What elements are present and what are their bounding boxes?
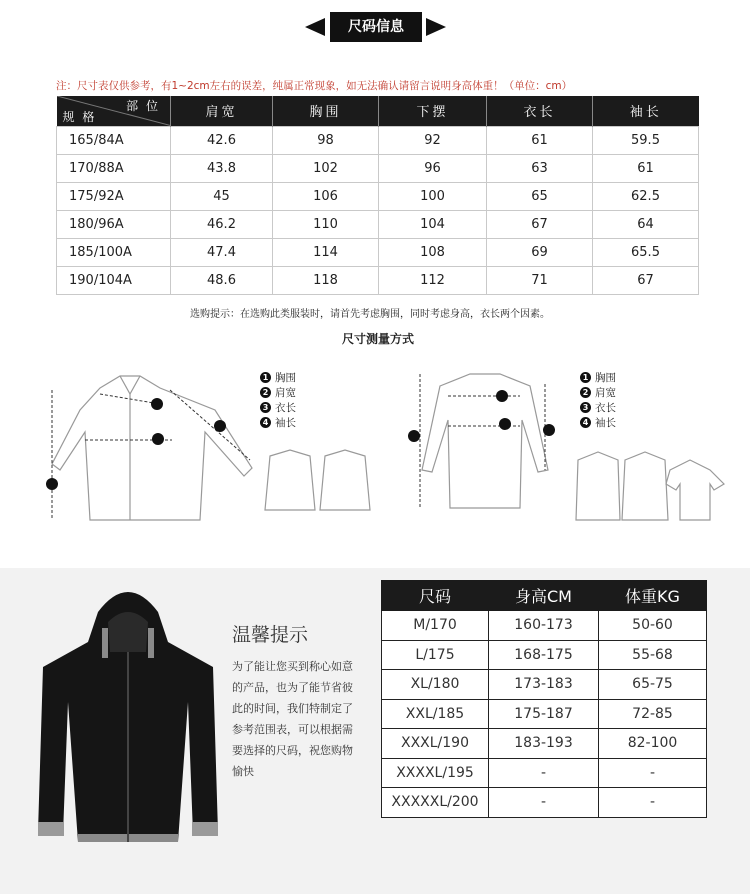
legend-item: 3 衣长: [580, 400, 616, 415]
shirt-outline-icon: [52, 376, 252, 520]
legend-item: 2 肩宽: [580, 385, 616, 400]
table-cell: 69: [487, 238, 593, 266]
legend-item: 2 肩宽: [260, 385, 296, 400]
legend-item: 1 胸围: [260, 370, 296, 385]
measurement-legend-right: [580, 370, 616, 430]
legend-item: 1 胸围: [580, 370, 616, 385]
table-row: [382, 611, 707, 641]
table-cell: 50-60: [599, 611, 707, 641]
table-cell: 42.6: [171, 126, 273, 154]
table-cell: 62.5: [593, 182, 699, 210]
size-chart-header: 衣长: [487, 96, 593, 126]
table-cell: 185/100A: [57, 238, 171, 266]
weight-table-header: 体重KG: [599, 581, 707, 611]
table-row: [382, 758, 707, 788]
weight-table-header-row: [382, 581, 707, 611]
table-cell: 55-68: [599, 640, 707, 670]
jacket-thumb-icon: [265, 450, 315, 510]
legend-item: 4 袖长: [580, 415, 616, 430]
corner-bottom-label: 规 格: [62, 109, 97, 124]
size-chart-header-row: [57, 96, 699, 126]
table-cell: 65.5: [593, 238, 699, 266]
table-cell: 82-100: [599, 729, 707, 759]
table-row: [382, 699, 707, 729]
size-note: 注：尺寸表仅供参考，有1~2cm左右的误差，纯属正常现象，如无法确认请留言说明身高体重！（单位：cm）: [56, 80, 573, 92]
size-chart-header: 袖长: [593, 96, 699, 126]
hint-line: 参考范围表，可以根据需: [232, 723, 353, 736]
table-cell: 175-187: [489, 699, 599, 729]
table-cell: 104: [379, 210, 487, 238]
hint-text: [232, 656, 362, 782]
size-chart-corner-cell: [57, 96, 171, 126]
table-cell: -: [599, 758, 707, 788]
table-row: [57, 126, 699, 154]
table-cell: 102: [273, 154, 379, 182]
table-cell: XXL/185: [382, 699, 489, 729]
table-cell: 71: [487, 266, 593, 294]
banner-right-arrow-icon: [426, 18, 446, 36]
sweater-outline-icon: [422, 374, 548, 508]
hoodie-thumb-icon: [576, 452, 620, 520]
table-cell: 59.5: [593, 126, 699, 154]
table-row: [57, 182, 699, 210]
hint-line: 的产品，也为了能节省彼: [232, 681, 353, 694]
hint-line: 愉快: [232, 765, 254, 778]
table-cell: 65: [487, 182, 593, 210]
table-cell: -: [489, 758, 599, 788]
legend-item: 3 衣长: [260, 400, 296, 415]
hint-line: 为了能让您买到称心如意: [232, 660, 353, 673]
table-row: [57, 210, 699, 238]
table-row: [382, 670, 707, 700]
hint-line: 此的时间，我们特制定了: [232, 702, 353, 715]
table-cell: 92: [379, 126, 487, 154]
table-cell: L/175: [382, 640, 489, 670]
table-row: [57, 154, 699, 182]
jacket-product-image: [28, 572, 228, 892]
size-chart-header: 肩宽: [171, 96, 273, 126]
purchase-tip: 选购提示：在选购此类服装时，请首先考虑胸围，同时考虑身高，衣长两个因素。: [190, 309, 550, 320]
measurement-legend-left: [260, 370, 296, 430]
table-cell: 43.8: [171, 154, 273, 182]
table-cell: 72-85: [599, 699, 707, 729]
table-cell: XXXXXL/200: [382, 788, 489, 818]
table-cell: 63: [487, 154, 593, 182]
table-cell: 46.2: [171, 210, 273, 238]
table-cell: 175/92A: [57, 182, 171, 210]
table-cell: 118: [273, 266, 379, 294]
height-weight-table: [381, 580, 707, 818]
table-cell: -: [489, 788, 599, 818]
table-cell: 160-173: [489, 611, 599, 641]
corner-top-label: 部 位: [126, 99, 160, 113]
table-cell: M/170: [382, 611, 489, 641]
table-cell: 183-193: [489, 729, 599, 759]
table-row: [57, 238, 699, 266]
table-cell: 98: [273, 126, 379, 154]
blazer-thumb-icon: [320, 450, 370, 510]
measurement-title: 尺寸测量方式: [342, 332, 415, 346]
table-cell: 61: [487, 126, 593, 154]
banner-title: 尺码信息: [330, 12, 422, 42]
table-cell: 165/84A: [57, 126, 171, 154]
table-cell: XXXL/190: [382, 729, 489, 759]
table-cell: 190/104A: [57, 266, 171, 294]
weight-table-header: 尺码: [382, 581, 489, 611]
table-cell: 65-75: [599, 670, 707, 700]
weight-table-header: 身高CM: [489, 581, 599, 611]
recommendation-panel: [0, 568, 750, 894]
table-row: [382, 729, 707, 759]
size-chart-header: 胸围: [273, 96, 379, 126]
table-cell: 61: [593, 154, 699, 182]
table-cell: 168-175: [489, 640, 599, 670]
table-cell: 96: [379, 154, 487, 182]
table-cell: 180/96A: [57, 210, 171, 238]
table-cell: 108: [379, 238, 487, 266]
hint-line: 要选择的尺码，祝您购物: [232, 744, 353, 757]
size-chart-header: 下摆: [379, 96, 487, 126]
table-cell: 67: [593, 266, 699, 294]
tshirt-thumb-icon: [666, 460, 724, 520]
banner-left-arrow-icon: [305, 18, 325, 36]
table-row: [382, 788, 707, 818]
table-row: [382, 640, 707, 670]
table-cell: 170/88A: [57, 154, 171, 182]
table-cell: XL/180: [382, 670, 489, 700]
table-cell: 110: [273, 210, 379, 238]
table-cell: -: [599, 788, 707, 818]
table-cell: 106: [273, 182, 379, 210]
table-cell: XXXXL/195: [382, 758, 489, 788]
measurement-diagrams: [0, 360, 750, 540]
measurement-illustration: [0, 360, 750, 540]
table-cell: 45: [171, 182, 273, 210]
table-cell: 47.4: [171, 238, 273, 266]
title-banner: [0, 12, 750, 42]
table-cell: 173-183: [489, 670, 599, 700]
table-cell: 48.6: [171, 266, 273, 294]
hint-title: 温馨提示: [232, 624, 309, 646]
table-cell: 112: [379, 266, 487, 294]
cardigan-thumb-icon: [622, 452, 668, 520]
legend-item: 4 袖长: [260, 415, 296, 430]
table-cell: 114: [273, 238, 379, 266]
table-cell: 67: [487, 210, 593, 238]
table-cell: 64: [593, 210, 699, 238]
size-chart-table: [56, 96, 699, 295]
table-cell: 100: [379, 182, 487, 210]
table-row: [57, 266, 699, 294]
